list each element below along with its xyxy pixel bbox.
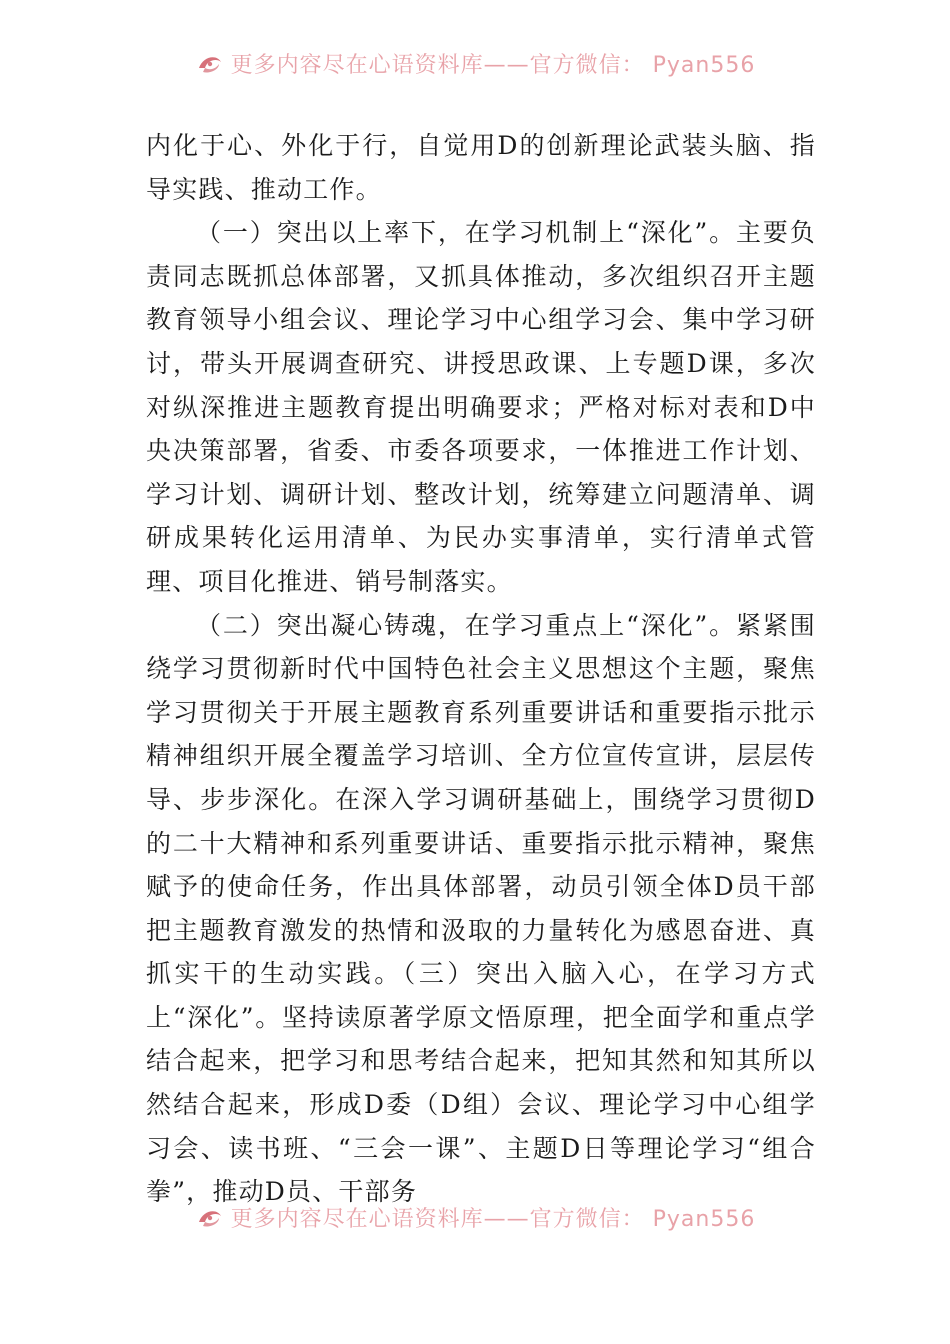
paragraph-intro: 内化于心、外化于行，自觉用D的创新理论武装头脑、指导实践、推动工作。 <box>146 131 816 204</box>
footer-watermark-banner <box>0 1204 950 1244</box>
swirl-logo-icon <box>195 50 225 78</box>
paragraph-section-2: （二）突出凝心铸魂，在学习重点上“深化”。紧紧围绕学习贯彻新时代中国特色社会主义思想这个主题，聚焦学习贯彻关于开展主题教育系列重要讲话和重要指示批示精神组织开展全覆盖学习培训、全方位宣传宣讲，层层传导、步步深化。在深入学习调研基础上，围绕学习贯彻D的二十大精神和系列重要讲话、重要指示批示精神，聚焦赋予的使命任务，作出具体部署，动员引领全体D员干部把主题教育激发的热情和汲取的力量转化为感恩奋进、真抓实干的生动实践。（三）突出入脑入心，在学习方式上“深化”。坚持读原著学原文悟原理，把全面学和重点学结合起来，把学习和思考结合起来，把知其然和知其所以然结合起来，形成D委（D组）会议、理论学习中心组学习会、读书班、“三会一课”、主题D日等理论学习“组合拳”，推动D员、干部务 <box>146 610 816 1207</box>
footer-watermark-text: 更多内容尽在心语资料库——官方微信： Pyan556 <box>230 1206 756 1232</box>
paragraph-section-1: （一）突出以上率下，在学习机制上“深化”。主要负责同志既抓总体部署，又抓具体推动，多次组织召开主题教育领导小组会议、理论学习中心组学习会、集中学习研讨，带头开展调查研究、讲授思政课、上专题D课，多次对纵深推进主题教育提出明确要求；严格对标对表和D中央决策部署，省委、市委各项要求，一体推进工作计划、学习计划、调研计划、整改计划，统筹建立问题清单、调研成果转化运用清单、为民办实事清单，实行清单式管理、项目化推进、销号制落实。 <box>146 218 816 596</box>
document-body <box>146 124 816 1214</box>
header-watermark-banner <box>0 50 950 90</box>
swirl-logo-icon <box>195 1204 225 1232</box>
header-watermark-text: 更多内容尽在心语资料库——官方微信： Pyan556 <box>230 52 756 78</box>
